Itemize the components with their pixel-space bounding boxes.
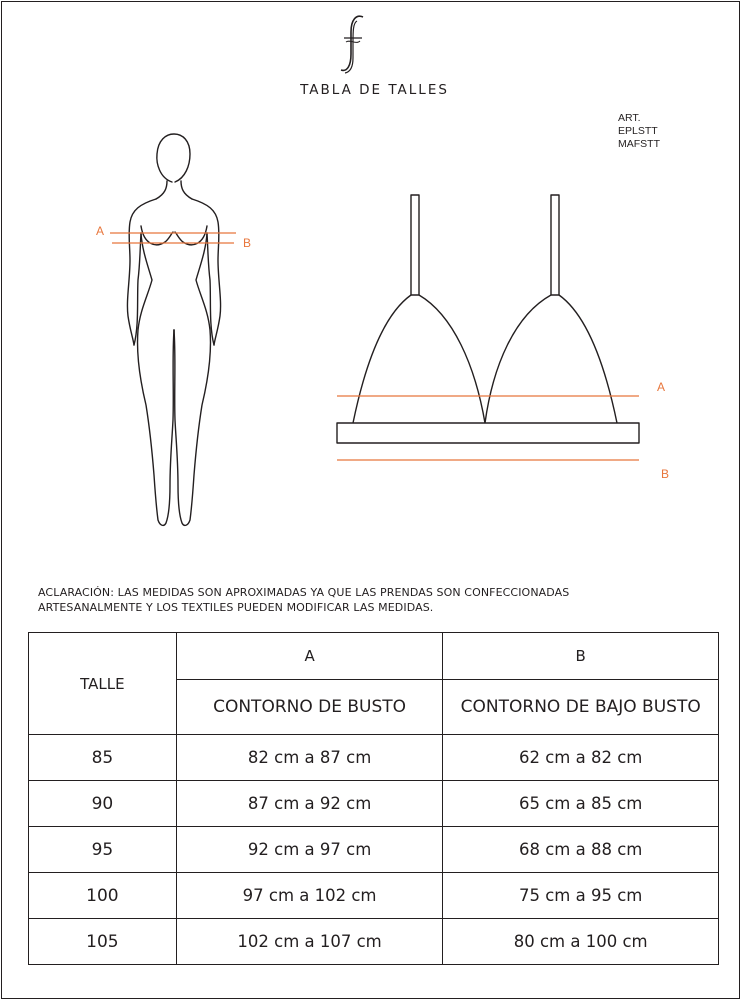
disclaimer-note	[38, 585, 718, 615]
table-header-row	[29, 633, 719, 680]
column-b-letter: B	[443, 633, 719, 680]
table-row	[29, 919, 719, 965]
column-b-title: CONTORNO DE BAJO BUSTO	[443, 680, 719, 735]
table-row	[29, 873, 719, 919]
bust-cell: 97 cm a 102 cm	[176, 873, 443, 919]
body-silhouette-illustration	[90, 130, 270, 535]
bust-cell: 102 cm a 107 cm	[176, 919, 443, 965]
underbust-cell: 80 cm a 100 cm	[443, 919, 719, 965]
size-chart-table	[28, 632, 719, 965]
bust-cell: 87 cm a 92 cm	[176, 781, 443, 827]
size-cell: 90	[29, 781, 177, 827]
bra-illustration	[325, 185, 680, 490]
underbust-cell: 75 cm a 95 cm	[443, 873, 719, 919]
bust-cell: 92 cm a 97 cm	[176, 827, 443, 873]
table-row	[29, 781, 719, 827]
bra-line-b-label: B	[661, 467, 670, 481]
size-cell: 105	[29, 919, 177, 965]
underbust-cell: 65 cm a 85 cm	[443, 781, 719, 827]
article-code-2: MAFSTT	[618, 138, 660, 150]
table-row	[29, 735, 719, 781]
page-title: TABLA DE TALLES	[300, 82, 449, 98]
article-code-1: EPLSTT	[618, 125, 658, 137]
bust-cell: 82 cm a 87 cm	[176, 735, 443, 781]
article-codes	[618, 112, 660, 151]
size-column-header: TALLE	[29, 633, 177, 735]
brand-logo	[336, 12, 370, 76]
bra-line-a-label: A	[657, 380, 666, 394]
size-cell: 95	[29, 827, 177, 873]
figure-line-a-label: A	[96, 224, 105, 238]
table-row	[29, 827, 719, 873]
column-a-title: CONTORNO DE BUSTO	[176, 680, 443, 735]
column-a-letter: A	[176, 633, 443, 680]
disclaimer-line-2: ARTESANALMENTE Y LOS TEXTILES PUEDEN MODIFICAR LAS MEDIDAS.	[38, 601, 434, 614]
article-label: ART.	[618, 112, 641, 124]
disclaimer-line-1: ACLARACIÓN: LAS MEDIDAS SON APROXIMADAS YA QUE LAS PRENDAS SON CONFECCIONADAS	[38, 586, 570, 599]
size-cell: 85	[29, 735, 177, 781]
size-cell: 100	[29, 873, 177, 919]
underbust-cell: 62 cm a 82 cm	[443, 735, 719, 781]
underbust-cell: 68 cm a 88 cm	[443, 827, 719, 873]
figure-line-b-label: B	[243, 236, 252, 250]
